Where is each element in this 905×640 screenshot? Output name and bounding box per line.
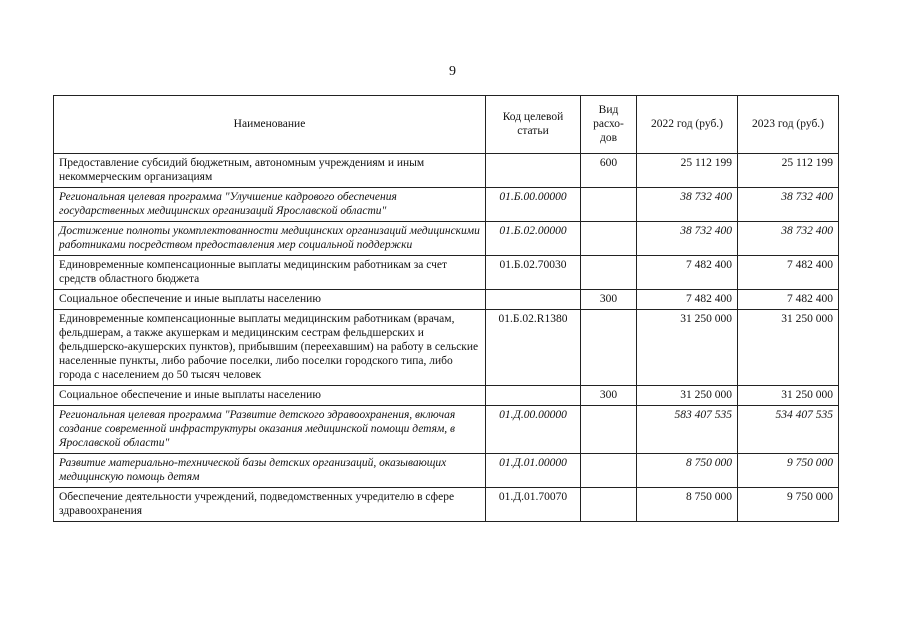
cell-2022: 7 482 400 <box>637 256 738 290</box>
cell-2022: 8 750 000 <box>637 488 738 522</box>
table-row <box>54 188 839 222</box>
table-row <box>54 310 839 386</box>
cell-type <box>581 222 637 256</box>
table-row <box>54 386 839 406</box>
cell-code: 01.Д.01.00000 <box>486 454 581 488</box>
cell-code: 01.Б.02.70030 <box>486 256 581 290</box>
cell-2022: 31 250 000 <box>637 310 738 386</box>
cell-2023: 7 482 400 <box>738 290 839 310</box>
cell-name: Развитие материально-технической базы детских организаций, оказывающих медицинскую помощь детям <box>54 454 486 488</box>
cell-2022: 38 732 400 <box>637 188 738 222</box>
cell-2023: 31 250 000 <box>738 386 839 406</box>
cell-2023: 38 732 400 <box>738 222 839 256</box>
table-row <box>54 454 839 488</box>
page-number: 9 <box>449 64 456 79</box>
cell-2023: 9 750 000 <box>738 454 839 488</box>
cell-name: Достижение полноты укомплектованности медицинских организаций медицинскими работниками посредством предоставления мер социальной поддержки <box>54 222 486 256</box>
cell-2023: 7 482 400 <box>738 256 839 290</box>
cell-2023: 25 112 199 <box>738 154 839 188</box>
cell-name: Предоставление субсидий бюджетным, автономным учреждениям и иным некоммерческим организациям <box>54 154 486 188</box>
cell-2023: 31 250 000 <box>738 310 839 386</box>
cell-code <box>486 386 581 406</box>
cell-code <box>486 290 581 310</box>
cell-name: Региональная целевая программа "Улучшение кадрового обеспечения государственных медицинских организаций Ярославской области" <box>54 188 486 222</box>
cell-name: Единовременные компенсационные выплаты медицинским работникам за счет средств областного бюджета <box>54 256 486 290</box>
cell-2022: 7 482 400 <box>637 290 738 310</box>
table-row <box>54 488 839 522</box>
cell-name: Социальное обеспечение и иные выплаты населению <box>54 386 486 406</box>
cell-type: 300 <box>581 386 637 406</box>
table-row <box>54 222 839 256</box>
table-row <box>54 256 839 290</box>
cell-code: 01.Б.00.00000 <box>486 188 581 222</box>
cell-type: 300 <box>581 290 637 310</box>
table-row <box>54 406 839 454</box>
cell-name: Социальное обеспечение и иные выплаты населению <box>54 290 486 310</box>
cell-2023: 38 732 400 <box>738 188 839 222</box>
cell-type <box>581 310 637 386</box>
header-year-2022: 2022 год (руб.) <box>637 96 738 154</box>
budget-table <box>53 95 839 522</box>
header-type: Вид расхо-дов <box>581 96 637 154</box>
cell-code: 01.Б.02.R1380 <box>486 310 581 386</box>
table-row <box>54 290 839 310</box>
cell-2023: 534 407 535 <box>738 406 839 454</box>
cell-code: 01.Д.00.00000 <box>486 406 581 454</box>
cell-2022: 25 112 199 <box>637 154 738 188</box>
cell-2022: 38 732 400 <box>637 222 738 256</box>
table-header-row <box>54 96 839 154</box>
cell-2023: 9 750 000 <box>738 488 839 522</box>
cell-type <box>581 256 637 290</box>
cell-type <box>581 454 637 488</box>
cell-type <box>581 406 637 454</box>
cell-type: 600 <box>581 154 637 188</box>
cell-code: 01.Б.02.00000 <box>486 222 581 256</box>
cell-type <box>581 488 637 522</box>
header-year-2023: 2023 год (руб.) <box>738 96 839 154</box>
cell-name: Региональная целевая программа "Развитие детского здравоохранения, включая создание современной инфраструктуры оказания медицинской помощи детям, в Ярославской области" <box>54 406 486 454</box>
cell-code: 01.Д.01.70070 <box>486 488 581 522</box>
table-row <box>54 154 839 188</box>
header-code: Код целевой статьи <box>486 96 581 154</box>
cell-2022: 8 750 000 <box>637 454 738 488</box>
cell-code <box>486 154 581 188</box>
cell-2022: 31 250 000 <box>637 386 738 406</box>
cell-type <box>581 188 637 222</box>
header-name: Наименование <box>54 96 486 154</box>
cell-2022: 583 407 535 <box>637 406 738 454</box>
cell-name: Обеспечение деятельности учреждений, подведомственных учредителю в сфере здравоохранения <box>54 488 486 522</box>
cell-name: Единовременные компенсационные выплаты медицинским работникам (врачам, фельдшерам, а также акушеркам и медицинским сестрам фельдшерских и фельдшерско-акушерских пунктов), прибывшим (переехавшим) на работу в сельские населенные пункты, либо рабочие поселки, либо поселки городского типа, либо города с населением до 50 тысяч человек <box>54 310 486 386</box>
